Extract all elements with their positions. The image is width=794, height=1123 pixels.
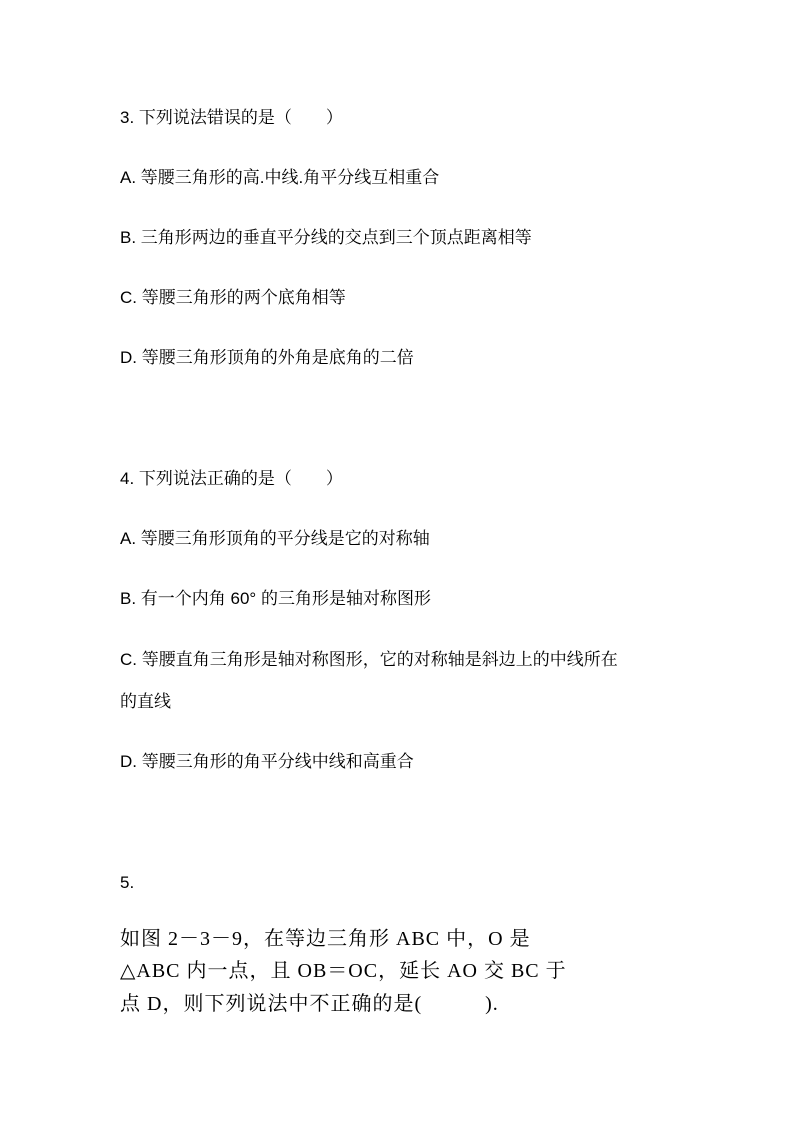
q4-option-c-continuation: 的直线	[120, 692, 171, 711]
q4-option-c: C. 等腰直角三角形是轴对称图形，它的对称轴是斜边上的中线所在	[120, 650, 618, 669]
q3-option-a: A. 等腰三角形的高.中线.角平分线互相重合	[120, 168, 440, 187]
q3-option-c: C. 等腰三角形的两个底角相等	[120, 288, 346, 307]
q4-option-a: A. 等腰三角形顶角的平分线是它的对称轴	[120, 529, 430, 548]
q4-stem: 4. 下列说法正确的是（ ）	[120, 469, 343, 488]
q5-number: 5.	[120, 873, 135, 892]
q3-stem: 3. 下列说法错误的是（ ）	[120, 108, 343, 127]
q5-text-line-2: △ABC 内一点，且 OB＝OC，延长 AO 交 BC 于	[120, 960, 567, 982]
q4-option-d: D. 等腰三角形的角平分线中线和高重合	[120, 752, 414, 771]
q3-option-b: B. 三角形两边的垂直平分线的交点到三个顶点距离相等	[120, 228, 532, 247]
q3-option-d: D. 等腰三角形顶角的外角是底角的二倍	[120, 348, 414, 367]
q5-text-line-3: 点 D，则下列说法中不正确的是( ).	[120, 993, 499, 1015]
q5-text-line-1: 如图 2－3－9，在等边三角形 ABC 中，O 是	[120, 928, 531, 950]
q4-option-b: B. 有一个内角 60° 的三角形是轴对称图形	[120, 589, 431, 608]
